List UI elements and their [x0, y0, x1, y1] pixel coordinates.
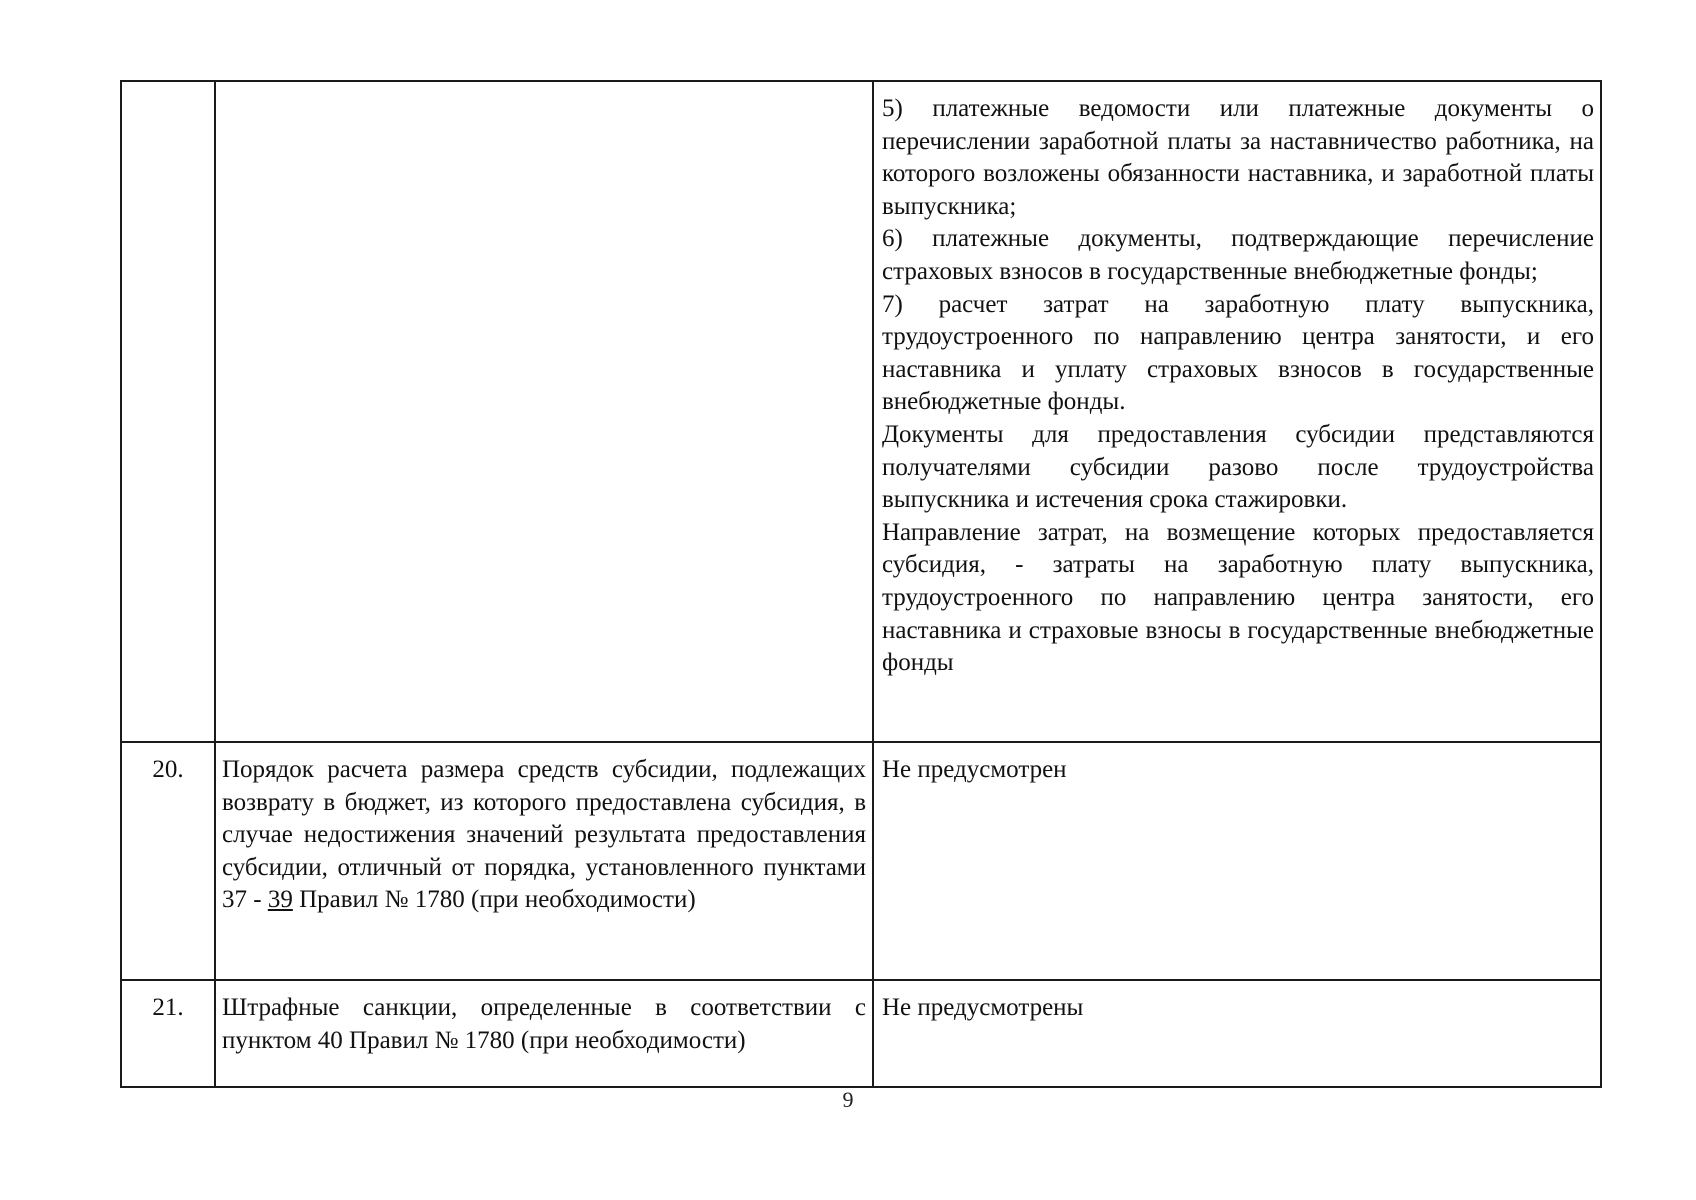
value-paragraph-7: 7) расчет затрат на заработную плату выпускника, трудоустроенного по направлению центра занятости, и его наставника и уплату страховых взносов в государственные внебюджетные фонды.	[882, 290, 1594, 416]
value-paragraph-6: 6) платежные документы, подтверждающие перечисление страховых взносов в государственные внебюджетные фонды;	[882, 225, 1594, 285]
row-name-cell	[215, 980, 873, 1087]
page-number: 9	[842, 1087, 854, 1112]
row-value-cell: Не предусмотрен	[873, 742, 1601, 980]
table-row-continued	[121, 81, 1601, 742]
row-value-cell	[873, 81, 1601, 742]
value-paragraph-documents: Документы для предоставления субсидии представляются получателями субсидии разово после трудоустройства выпускника и истечения срока стажировки.	[882, 420, 1594, 514]
value-paragraph-cost-direction: Направление затрат, на возмещение которых предоставляется субсидия, - затраты на заработную плату выпускника, трудоустроенного по направлению центра занятости, его наставника и страховые взносы в государственные внебюджетные фонды	[882, 518, 1594, 677]
row-name-cell	[215, 742, 873, 980]
row-value-cell: Не предусмотрены	[873, 980, 1601, 1087]
row-21-name-text: Штрафные санкции, определенные в соответствии с пунктом 40 Правил № 1780 (при необходимости)	[222, 994, 866, 1054]
row-20-name-text-start: Порядок расчета размера средств субсидии, подлежащих возврату в бюджет, из которого предоставлена субсидия, в случае недостижения значений результата предоставления субсидии, отличный от порядка, установленного пунктами 37 -	[222, 756, 866, 914]
document-table	[120, 80, 1602, 1088]
value-paragraph-5: 5) платежные ведомости или платежные документы о перечислении заработной платы за наставничество работника, на которого возложены обязанности наставника, и заработной платы выпускника;	[882, 95, 1594, 220]
table-row-21	[121, 980, 1601, 1087]
row-name-cell	[215, 81, 873, 742]
row-number-cell: 21.	[121, 980, 215, 1087]
row-number-cell	[121, 81, 215, 742]
row-20-name-text	[222, 754, 866, 917]
rule-reference-link[interactable]: 39	[267, 886, 293, 914]
row-number-cell: 20.	[121, 742, 215, 980]
table-row-20	[121, 742, 1601, 980]
row-20-name-text-end: Правил № 1780 (при необходимости)	[292, 886, 696, 914]
